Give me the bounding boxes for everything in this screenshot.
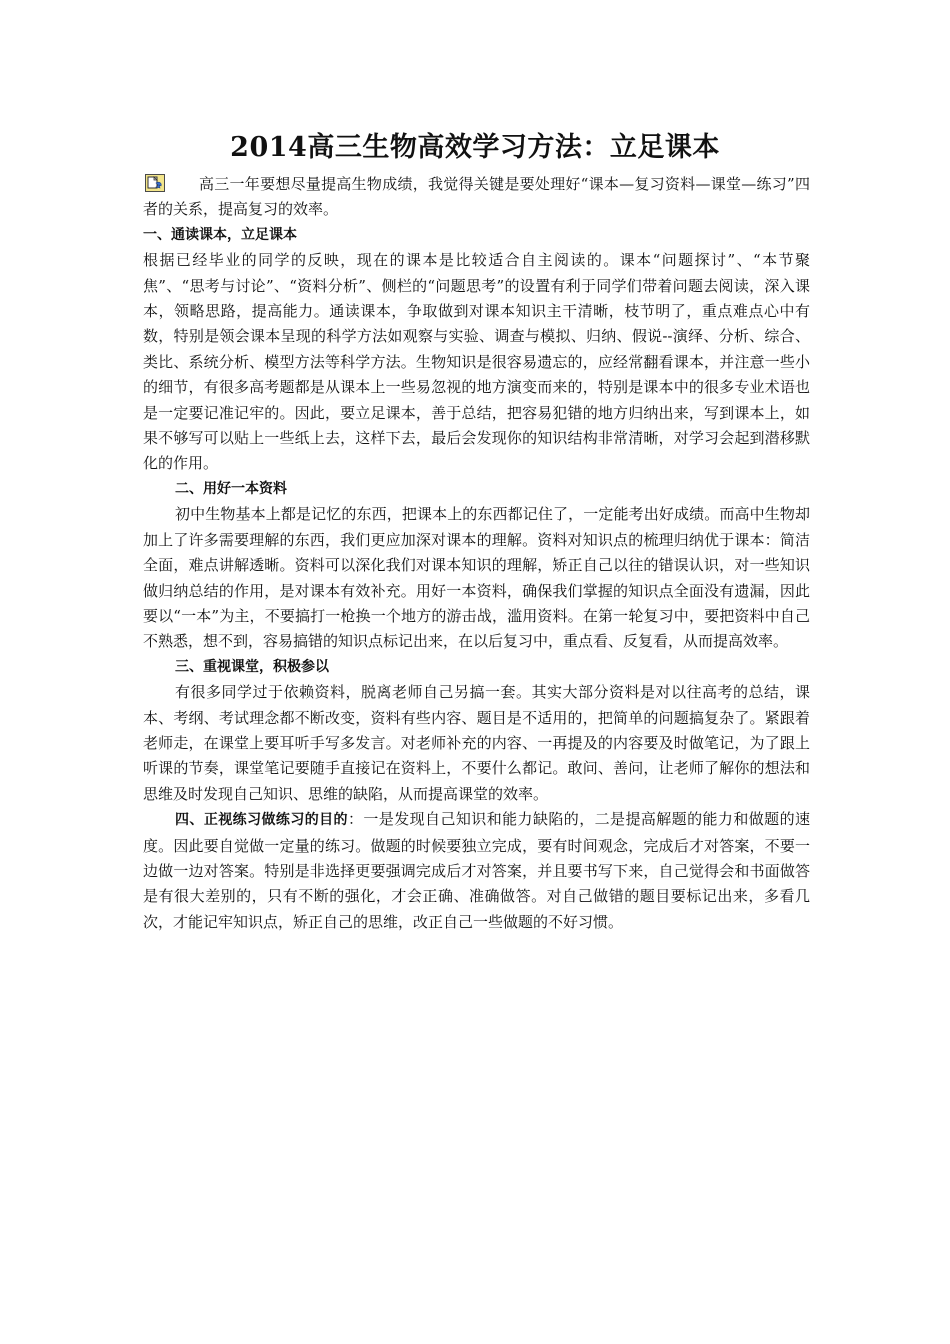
document-body <box>143 172 810 935</box>
intro-text: 高三一年要想尽量提高生物成绩，我觉得关键是要处理好“课本—复习资料—课堂—练习”四者的关系，提高复习的效率。 <box>143 175 810 219</box>
page-title: 2014高三生物高效学习方法：立足课本 <box>230 132 720 163</box>
section-4-heading: 四、正视练习做练习的目的 <box>175 812 348 829</box>
section-1-heading: 一、通读课本，立足课本 <box>143 226 297 243</box>
section-1-body: 根据已经毕业的同学的反映，现在的课本是比较适合自主阅读的。课本“问题探讨”、“本节聚焦”、“思考与讨论”、“资料分析”、侧栏的“问题思考”的设置有利于同学们带着问题去阅读，深入课本，领略思路，提高能力。通读课本，争取做到对课本知识主干清晰，枝节明了，重点难点心中有数，特别是领会课本呈现的科学方法如观察与实验、调查与模拟、归纳、假说--演绎、分析、综合、类比、系统分析、模型方法等科学方法。生物知识是很容易遗忘的，应经常翻看课本，并注意一些小的细节，有很多高考题都是从课本上一些易忽视的地方演变而来的，特别是课本中的很多专业术语也是一定要记准记牢的。因此，要立足课本，善于总结，把容易犯错的地方归纳出来，写到课本上，如果不够写可以贴上一些纸上去，这样下去，最后会发现你的知识结构非常清晰，对学习会起到潜移默化的作用。 <box>143 251 810 473</box>
section-4-paragraph <box>143 807 810 935</box>
section-3-heading: 三、重视课堂，积极参以 <box>175 658 329 675</box>
section-4-body: ：一是发现自己知识和能力缺陷的，二是提高解题的能力和做题的速度。因此要自觉做一定量的练习。做题的时候要独立完成，要有时间观念，完成后才对答案，不要一边做一边对答案。特别是非选择更要强调完成后才对答案，并且要书写下来，自己觉得会和书面做答是有很大差别的，只有不断的强化，才会正确、准确做答。对自己做错的题目要标记出来，多看几次，才能记牢知识点，矫正自己的思维，改正自己一些做题的不好习惯。 <box>143 810 811 931</box>
section-2-heading: 二、用好一本资料 <box>175 480 287 497</box>
section-3-body: 有很多同学过于依赖资料，脱离老师自己另搞一套。其实大部分资料是对以往高考的总结，课本、考纲、考试理念都不断改变，资料有些内容、题目是不适用的，把简单的问题搞复杂了。紧跟着老师走，在课堂上要耳听手写多发言。对老师补充的内容、一再提及的内容要及时做笔记，为了跟上听课的节奏，课堂笔记要随手直接记在资料上，不要什么都记。敢问、善问，让老师了解你的想法和思维及时发现自己知识、思维的缺陷，从而提高课堂的效率。 <box>143 683 810 803</box>
section-2-body: 初中生物基本上都是记忆的东西，把课本上的东西都记住了，一定能考出好成绩。而高中生物却加上了许多需要理解的东西，我们更应加深对课本的理解。资料对知识点的梳理归纳优于课本：简洁全面，难点讲解透晰。资料可以深化我们对课本知识的理解，矫正自己以往的错误认识，对一些知识做归纳总结的作用，是对课本有效补充。用好一本资料，确保我们掌握的知识点全面没有遗漏，因此要以“一本”为主，不要搞打一枪换一个地方的游击战，滥用资料。在第一轮复习中，要把资料中自己不熟悉，想不到，容易搞错的知识点标记出来，在以后复习中，重点看、反复看，从而提高效率。 <box>143 505 810 651</box>
intro-paragraph <box>143 172 810 223</box>
document-link-icon[interactable] <box>145 174 165 192</box>
